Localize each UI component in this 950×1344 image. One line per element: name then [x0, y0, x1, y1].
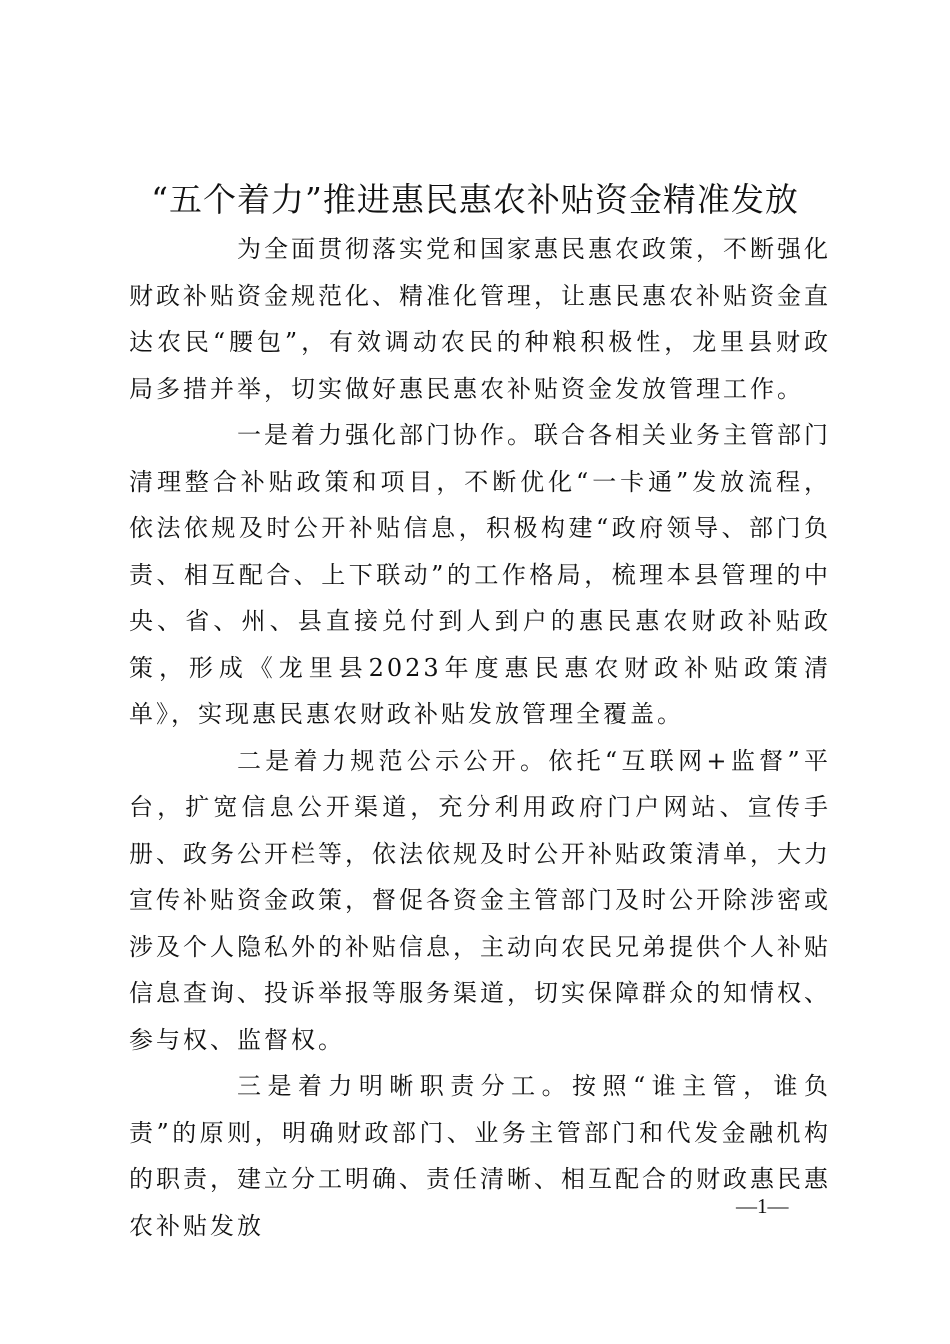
paragraph-public-disclosure: 二是着力规范公示公开。依托“互联网+监督”平台，扩宽信息公开渠道，充分利用政府门户网站、宣传手册、政务公开栏等，依法依规及时公开补贴政策清单，大力宣传补贴资金政策，督促各资金主管部门及时公开除涉密或涉及个人隐私外的补贴信息，主动向农民兄弟提供个人补贴信息查询、投诉举报等服务渠道，切实保障群众的知情权、参与权、监督权。 — [129, 746, 831, 1054]
document-title: “五个着力”推进惠民惠农补贴资金精准发放 — [151, 180, 799, 219]
page-number: —1— — [736, 1194, 789, 1218]
paragraph-department-cooperation: 一是着力强化部门协作。联合各相关业务主管部门清理整合补贴政策和项目，不断优化“一卡通”发放流程，依法依规及时公开补贴信息，积极构建“政府领导、部门负责、相互配合、上下联动”的工作格局，梳理本县管理的中央、省、州、县直接兑付到人到户的惠民惠农财政补贴政策，形成《龙里县2023年度惠民惠农财政补贴政策清单》，实现惠民惠农财政补贴发放管理全覆盖。 — [129, 421, 831, 728]
paragraph-responsibility-division: 三是着力明晰职责分工。按照“谁主管，谁负责”的原则，明确财政部门、业务主管部门和代发金融机构的职责，建立分工明确、责任清晰、相互配合的财政惠民惠农补贴发放 — [129, 1072, 831, 1240]
paragraph-intro: 为全面贯彻落实党和国家惠民惠农政策，不断强化财政补贴资金规范化、精准化管理，让惠民惠农补贴资金直达农民“腰包”，有效调动农民的种粮积极性，龙里县财政局多措并举，切实做好惠民惠农补贴资金发放管理工作。 — [129, 235, 831, 403]
document-body — [129, 226, 831, 1249]
